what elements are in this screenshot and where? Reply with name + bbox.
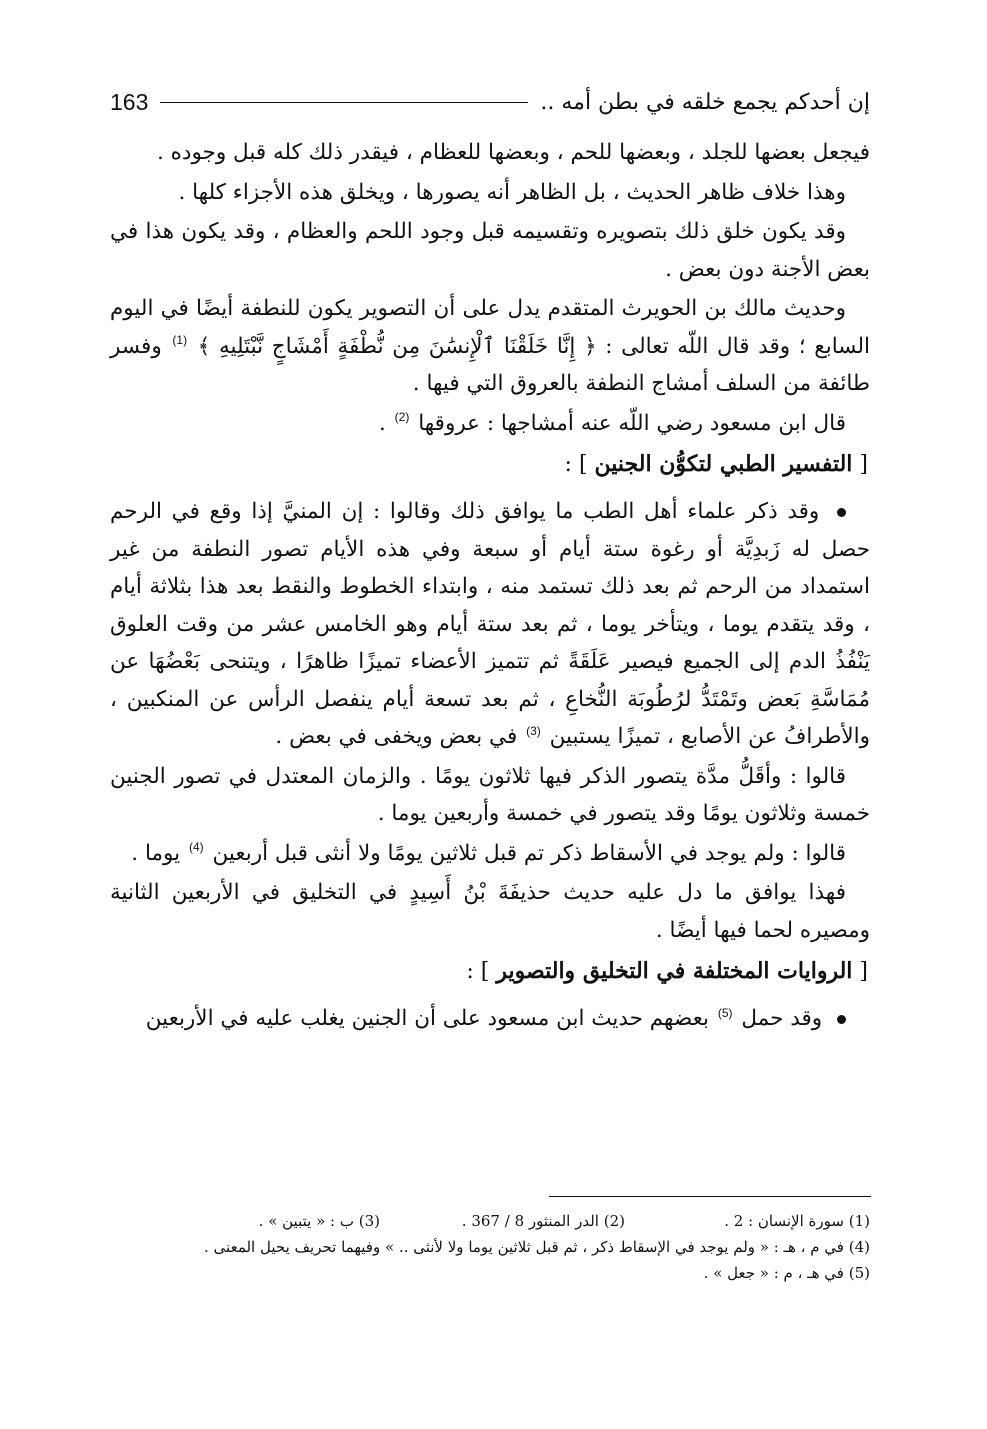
paragraph-5-text-a: قال ابن مسعود رضي اللّه عنه أمشاجها : عروقها — [418, 410, 846, 436]
paragraph-8-text-a: قالوا : ولم يوجد في الأسقاط ذكر تم قبل ثلاثين يومًا ولا أنثى قبل أربعين — [212, 840, 846, 866]
paragraph-5-text-b: . — [378, 410, 386, 436]
bullet-icon — [837, 508, 846, 517]
section-heading-1 — [110, 444, 870, 485]
heading-1-text: التفسير الطبي لتكوُّن الجنين — [594, 451, 853, 477]
bullet-icon — [837, 1015, 846, 1024]
paragraph-5 — [110, 405, 870, 443]
header-rule — [160, 102, 528, 103]
body-text — [110, 134, 870, 1038]
page-content — [110, 80, 870, 1040]
footnote-ref-4: (4) — [188, 840, 204, 855]
footnote-3: (3) ب : « يتبين » . — [258, 1212, 380, 1230]
heading-2-open: [ — [859, 959, 868, 984]
paragraph-4 — [110, 290, 870, 403]
paragraph-8 — [110, 835, 870, 873]
footnote-2: (2) الدر المنثور 8 / 367 . — [461, 1212, 625, 1230]
quran-verse: ﴿ إِنَّا خَلَقْنَا ٱلْإِنسَٰنَ مِن نُّطْفَةٍ أَمْشَاجٍ نَّبْتَلِيهِ ﴾ — [197, 333, 597, 359]
paragraph-6-text-b: في بعض ويخفى في بعض . — [275, 724, 518, 749]
footnote-ref-1: (1) — [172, 333, 188, 348]
page-number: 163 — [110, 88, 149, 115]
footnote-5: (5) في هـ ، م : « جعل » . — [703, 1264, 870, 1282]
paragraph-6-text-a: وقد ذكر علماء أهل الطب ما يوافق ذلك وقالوا : إن المنيَّ إذا وقع في الرحم حصل له زَبدِيَّة أو رغوة ستة أيام أو سبعة وفي هذه الأيام تصور النطفة من غير استمداد من الرحم ثم بعد ذلك تستمد منه ، وابتداء الخطوط والنقط بعد هذا بثلاثة أيام ، وقد يتقدم يوما ، ويتأخر يوما ، ثم بعد ستة أيام وهو الخامس عشر من وقت العلوق يَنْفُذُ الدم إلى الجميع فيصير عَلَقَةً ثم تتميز الأعضاء تميزًا ظاهرًا ، ويتنحى بَعْضُهَا عن مُمَاسَّةِ بَعض وتَمْتَدُّ لرُطُوبَة النُّخاعِ ، ثم بعد تسعة أيام ينفصل الرأس عن المنكبين ، والأطرافُ عن الأصابع ، تميزًا يستبين — [110, 499, 870, 749]
paragraph-4-text-b: وفسر طائفة من السلف أمشاج النطفة بالعروق التي فيها . — [110, 333, 870, 396]
paragraph-2: وهذا خلاف ظاهر الحديث ، بل الظاهر أنه يصورها ، ويخلق هذه الأجزاء كلها . — [178, 179, 846, 205]
heading-1-open: [ — [859, 452, 868, 477]
footnote-4: (4) في م ، هـ : « ولم يوجد في الإسقاط ذكر ، ثم قبل ثلاثين يوما ولا لأنثى .. » وفيهما تحريف يحيل المعنى . — [204, 1238, 870, 1256]
paragraph-10-text-b: بعضهم حديث ابن مسعود على أن الجنين يغلب عليه في الأربعين — [145, 1006, 709, 1031]
footnote-row-1 — [110, 1208, 870, 1234]
paragraph-4-text-a: وحديث مالك بن الحويرث المتقدم يدل على أن التصوير يكون للنطفة أيضًا في اليوم السابع ؛ وقد قال اللّه تعالى : — [110, 296, 870, 359]
paragraph-7: قالوا : وأقَلُّ مدَّة يتصور الذكر فيها ثلاثون يومًا . والزمان المعتدل في تصور الجنين خمسة وثلاثون يومًا وقد يتصور في خمسة وأربعين يوما . — [110, 763, 870, 826]
footnote-ref-3: (3) — [526, 723, 541, 738]
paragraph-10 — [110, 1000, 870, 1038]
section-heading-2 — [110, 951, 870, 992]
running-header — [110, 80, 870, 124]
heading-2-text: الروايات المختلفة في التخليق والتصوير — [496, 958, 853, 984]
footnote-divider — [549, 1196, 871, 1197]
footnotes — [110, 1208, 870, 1286]
footnote-ref-5: (5) — [717, 1005, 733, 1020]
heading-1-close: ] : — [564, 452, 588, 477]
paragraph-3: وقد يكون خلق ذلك بتصويره وتقسيمه قبل وجود اللحم والعظام ، وقد يكون هذا في بعض الأجنة دون بعض . — [110, 219, 870, 282]
paragraph-1: فيجعل بعضها للجلد ، وبعضها للحم ، وبعضها للعظام ، فيقدر ذلك كله قبل وجوده . — [156, 140, 870, 165]
heading-2-close: ] : — [466, 959, 490, 984]
paragraph-8-text-b: يوما . — [131, 840, 181, 866]
paragraph-6 — [110, 493, 870, 756]
paragraph-9: فهذا يوافق ما دل عليه حديث حذيفَةَ بْنُ أَسِيدٍ في التخليق في الأربعين الثانية ومصيره لحما فيها أيضًا . — [110, 880, 870, 943]
footnote-1: (1) سورة الإنسان : 2 . — [724, 1212, 870, 1230]
header-title: إن أحدكم يجمع خلقه في بطن أمه .. — [540, 89, 870, 115]
paragraph-10-text-a: وقد حمل — [741, 1006, 823, 1031]
footnote-ref-2: (2) — [394, 410, 410, 425]
